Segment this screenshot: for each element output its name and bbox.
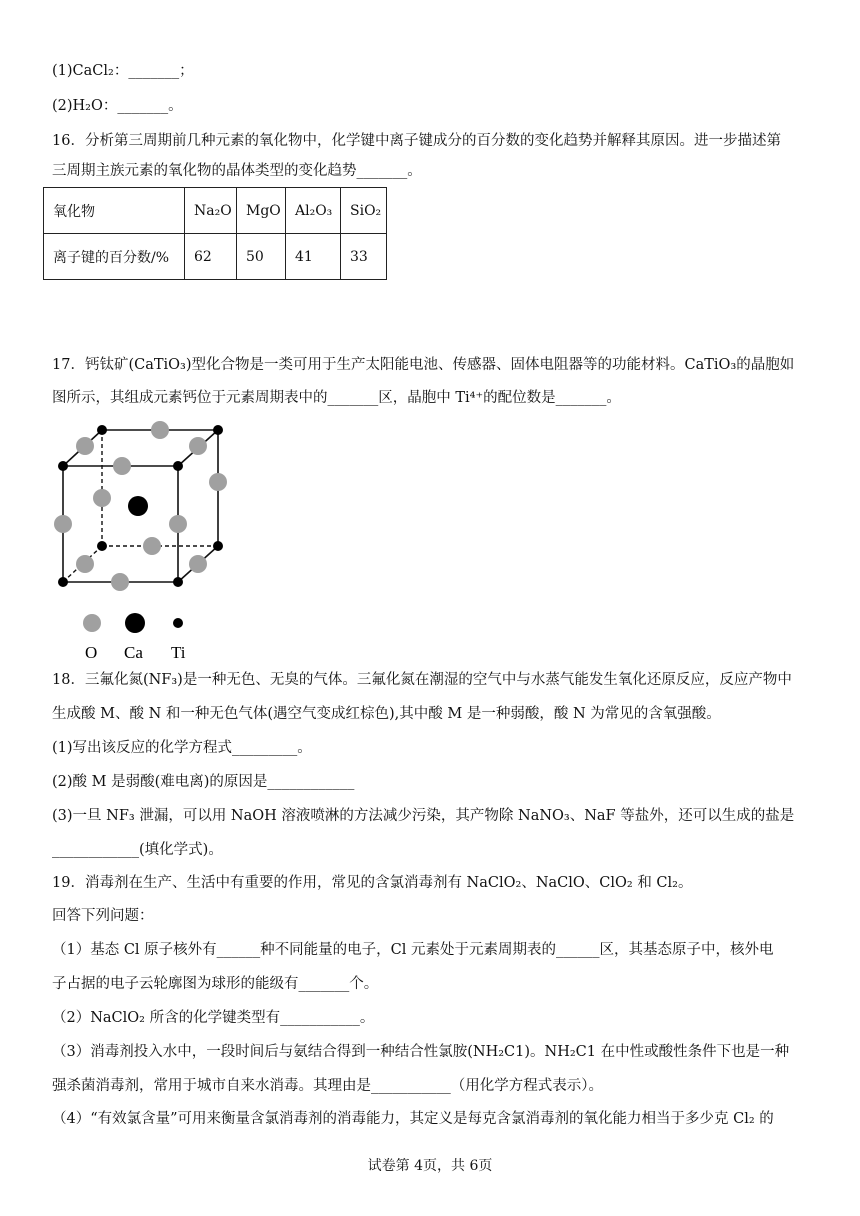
o-atom — [209, 473, 227, 491]
q16-text-line2: 三周期主族元素的氧化物的晶体类型的变化趋势_______。 — [52, 163, 422, 179]
legend-o-label: O — [85, 643, 98, 662]
table-cell: SiO₂ — [341, 188, 387, 234]
legend-ca-symbol — [125, 613, 145, 633]
legend-ti-label: Ti — [171, 643, 186, 662]
ti-atom — [97, 425, 107, 435]
oxide-ionic-table — [43, 187, 387, 280]
o-atom — [189, 437, 207, 455]
ti-atom — [213, 541, 223, 551]
table-row — [44, 234, 387, 280]
q17-text-line1: 17．钙钛矿(CaTiO₃)型化合物是一类可用于生产太阳能电池、传感器、固体电阻器等的功能材料。CaTiO₃的晶胞如 — [52, 357, 795, 373]
ti-atom — [173, 461, 183, 471]
q16-text-line1: 16．分析第三周期前几种元素的氧化物中，化学键中离子键成分的百分数的变化趋势并解释其原因。进一步描述第 — [52, 133, 781, 149]
o-atom — [189, 555, 207, 573]
ti-atom — [58, 577, 68, 587]
q18-text-line2: 生成酸 M、酸 N 和一种无色气体(遇空气变成红棕色),其中酸 M 是一种弱酸，酸 N 为常见的含氧强酸。 — [52, 706, 721, 722]
q19-text-line2: 回答下列问题： — [52, 908, 154, 924]
o-atom — [76, 555, 94, 573]
q19-sub3-line1: （3）消毒剂投入水中，一段时间后与氨结合得到一种结合性氯胺(NH₂C1)。NH₂C1 在中性或酸性条件下也是一种 — [52, 1044, 790, 1060]
q18-sub2: (2)酸 M 是弱酸(难电离)的原因是____________ — [52, 774, 355, 790]
o-atom — [111, 573, 129, 591]
ti-atom — [173, 577, 183, 587]
legend-o-symbol — [83, 614, 101, 632]
perovskite-unit-cell-diagram — [40, 418, 240, 668]
q18-sub1: (1)写出该反应的化学方程式_________。 — [52, 740, 312, 756]
o-atom — [76, 437, 94, 455]
q19-sub2: （2）NaClO₂ 所含的化学键类型有___________。 — [52, 1010, 375, 1026]
o-atom — [113, 457, 131, 475]
o-atom — [169, 515, 187, 533]
table-cell: Na₂O — [185, 188, 237, 234]
q19-sub1-line1: （1）基态 Cl 原子核外有______种不同能量的电子，Cl 元素处于元素周期表的______区，其基态原子中，核外电 — [52, 942, 774, 958]
table-cell: MgO — [237, 188, 286, 234]
atom-legend — [83, 613, 186, 662]
table-cell: Al₂O₃ — [286, 188, 341, 234]
page-footer: 试卷第 4页，共 6页 — [367, 1158, 493, 1174]
table-row — [44, 188, 387, 234]
o-atom — [54, 515, 72, 533]
q15-sub2: (2)H₂O：_______。 — [52, 98, 183, 114]
q18-sub3-line1: (3)一旦 NF₃ 泄漏，可以用 NaOH 溶液喷淋的方法减少污染，其产物除 NaNO₃、NaF 等盐外，还可以生成的盐是 — [52, 808, 795, 824]
o-atom — [93, 489, 111, 507]
legend-ca-label: Ca — [124, 643, 143, 662]
q15-sub1: (1)CaCl₂：_______； — [52, 63, 194, 79]
q19-sub1-line2: 子占据的电子云轮廓图为球形的能级有_______个。 — [52, 976, 379, 992]
ti-atom — [58, 461, 68, 471]
table-cell: 氧化物 — [44, 188, 185, 234]
q18-sub3-line2: ____________(填化学式)。 — [52, 842, 223, 858]
q19-sub3-line2: 强杀菌消毒剂，常用于城市自来水消毒。其理由是___________（用化学方程式表示）。 — [52, 1078, 603, 1094]
q19-text-line1: 19．消毒剂在生产、生活中有重要的作用，常见的含氯消毒剂有 NaClO₂、NaClO、ClO₂ 和 Cl₂。 — [52, 875, 693, 891]
table-cell: 33 — [341, 234, 387, 280]
o-atom — [143, 537, 161, 555]
table-cell: 50 — [237, 234, 286, 280]
ti-atom — [97, 541, 107, 551]
ca-atom — [128, 496, 148, 516]
table-cell: 离子键的百分数/% — [44, 234, 185, 280]
legend-ti-symbol — [173, 618, 183, 628]
q18-text-line1: 18．三氟化氮(NF₃)是一种无色、无臭的气体。三氟化氮在潮湿的空气中与水蒸气能发生氧化还原反应，反应产物中 — [52, 672, 792, 688]
q17-text-line2: 图所示，其组成元素钙位于元素周期表中的_______区，晶胞中 Ti⁴⁺的配位数是_______。 — [52, 390, 621, 406]
q19-sub4-line1: （4）“有效氯含量”可用来衡量含氯消毒剂的消毒能力，其定义是每克含氯消毒剂的氧化能力相当于多少克 Cl₂ 的 — [52, 1111, 774, 1127]
o-atom — [151, 421, 169, 439]
table-cell: 41 — [286, 234, 341, 280]
ti-atom — [213, 425, 223, 435]
table-cell: 62 — [185, 234, 237, 280]
